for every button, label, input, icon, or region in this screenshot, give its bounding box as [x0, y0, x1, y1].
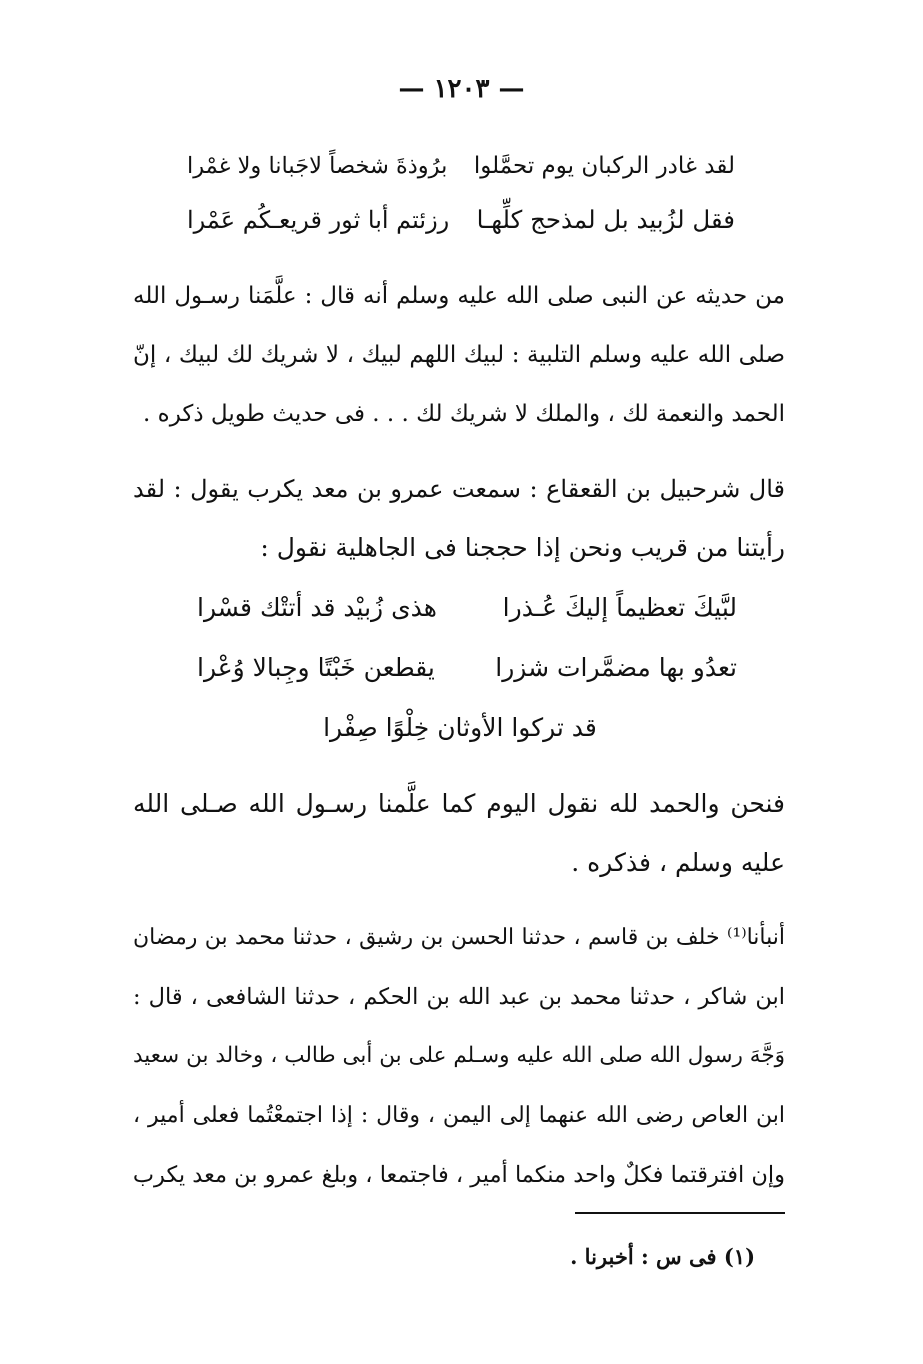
footnote-divider — [575, 1212, 785, 1214]
paragraph-line: ابن العاص رضى الله عنهما إلى اليمن ، وقال : إذا اجتمعْتُما فعلى أمير ، — [133, 1103, 785, 1128]
page-number: — ١٢٠٣ — — [398, 74, 525, 104]
paragraph-line: وَجَّهَ رسول الله صلى الله عليه وسـلم على بن أبى طالب ، وخالد بن سعيد — [133, 1043, 785, 1068]
paragraph-line: قال شرحبيل بن القعقاع : سمعت عمرو بن معد يكرب يقول : لقد — [133, 475, 785, 503]
paragraph-line: وإن افترقتما فكلٌ واحد منكما أمير ، فاجتمعا ، وبلغ عمرو بن معد يكرب — [132, 1162, 785, 1188]
paragraph-line: رأيتنا من قريب ونحن إذا حججنا فى الجاهلية نقول : — [260, 533, 785, 562]
verse-hemistich: رزئتم أبا ثور قريعـكُم عَمْرا — [187, 206, 450, 234]
paragraph-line: ابن شاكر ، حدثنا محمد بن عبد الله بن الحكم ، حدثنا الشافعى ، قال : — [133, 984, 785, 1010]
paragraph-line: عليه وسلم ، فذكره . — [571, 848, 785, 877]
paragraph-line: صلى الله عليه وسلم التلبية : لبيك اللهم لبيك ، لا شريك لك لبيك ، إنّ — [133, 342, 785, 368]
paragraph-line: أنبأنا⁽¹⁾ خلف بن قاسم ، حدثنا الحسن بن رشيق ، حدثنا محمد بن رمضان — [133, 925, 785, 950]
verse-hemistich: هذى زُبيْد قد أتتْك قسْرا — [197, 593, 437, 622]
verse-hemistich: برُوذةَ شخصاً لاجَبانا ولا غمْرا — [187, 153, 448, 179]
verse-line: قد تركوا الأوثان خِلْوًا صِفْرا — [323, 713, 597, 742]
verse-hemistich: فقل لزُبيد بل لمذحج كلِّهـا — [476, 205, 735, 234]
verse-hemistich: لبَّيكَ تعظيماً إليكَ عُـذرا — [502, 593, 737, 622]
verse-hemistich: لقد غادر الركبان يوم تحمَّلوا — [473, 153, 735, 179]
paragraph-line: فنحن والحمد لله نقول اليوم كما علَّمنا رسـول الله صـلى الله — [133, 789, 785, 818]
verse-hemistich: تعدُو بها مضمَّرات شزرا — [495, 653, 737, 682]
paragraph-line: من حديثه عن النبى صلى الله عليه وسلم أنه قال : علَّمَنا رسـول الله — [133, 283, 785, 309]
paragraph-line: الحمد والنعمة لك ، والملك لا شريك لك . . . فى حديث طويل ذكره . — [143, 401, 785, 427]
verse-hemistich: يقطعن خَبْتًا وجِبالا وُعْرا — [197, 653, 435, 682]
footnote: (١) فى س : أخبرنا . — [570, 1244, 755, 1269]
